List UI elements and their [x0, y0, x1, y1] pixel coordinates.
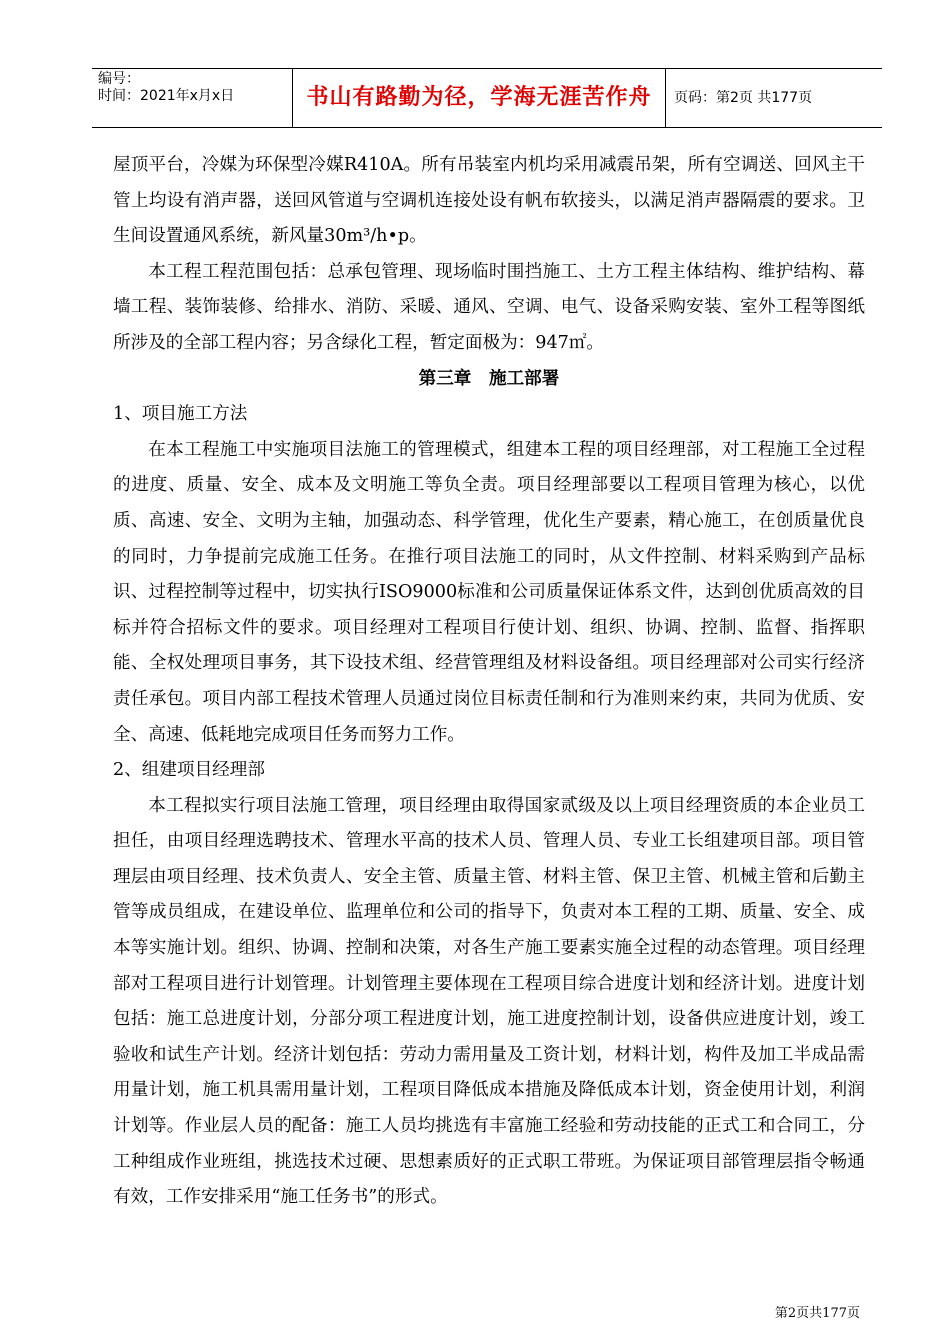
section-heading-project-department: 2、组建项目经理部 — [113, 760, 265, 781]
header-page-number: 页码：第2页 共177页 — [674, 90, 813, 106]
paragraph-construction-method: 在本工程施工中实施项目法施工的管理模式，组建本工程的项目经理部，对工程施工全过程的进度、质量、安全、成本及文明施工等负全责。项目经理部要以工程项目管理为核心，以优质、高速、安全、文明为主轴，加强动态、科学管理，优化生产要素，精心施工，在创质量优良的同时，力争提前完成施工任务。在推行项目法施工的同时，从文件控制、材料采购到产品标识、过程控制等过程中，切实执行ISO9000标准和公司质量保证体系文件，达到创优质高效的目标并符合招标文件的要求。项目经理对工程项目行使计划、组织、协调、控制、监督、指挥职能、全权处理项目事务，其下设技术组、经营管理组及材料设备组。项目经理部对公司实行经济责任承包。项目内部工程技术管理人员通过岗位目标责任制和行为准则来约束，共同为优质、安全、高速、低耗地完成项目任务而努力工作。 — [113, 439, 865, 745]
document-date: 时间：2021年x月x日 — [98, 88, 235, 104]
page-footer-number: 第2页共177页 — [774, 1306, 860, 1321]
page-header — [92, 68, 882, 128]
header-motto: 书山有路勤为径，学海无涯苦作舟 — [293, 69, 666, 127]
document-body — [113, 148, 865, 1216]
document-number-label: 编号： — [98, 71, 140, 87]
chapter-title: 第三章 施工部署 — [418, 368, 560, 389]
header-meta-cell — [92, 69, 293, 127]
paragraph-project-department: 本工程拟实行项目法施工管理，项目经理由取得国家贰级及以上项目经理资质的本企业员工担任，由项目经理选聘技术、管理水平高的技术人员、管理人员、专业工长组建项目部。项目管理层由项目经理、技术负责人、安全主管、质量主管、材料主管、保卫主管、机械主管和后勤主管等成员组成，在建设单位、监理单位和公司的指导下，负责对本工程的工期、质量、安全、成本等实施计划。组织、协调、控制和决策，对各生产施工要素实施全过程的动态管理。项目经理部对工程项目进行计划管理。计划管理主要体现在工程项目综合进度计划和经济计划。进度计划包括：施工总进度计划，分部分项工程进度计划，施工进度控制计划，设备供应进度计划，竣工验收和试生产计划。经济计划包括：劳动力需用量及工资计划，材料计划，构件及加工半成品需用量计划，施工机具需用量计划，工程项目降低成本措施及降低成本计划，资金使用计划，利润计划等。作业层人员的配备：施工人员均挑选有丰富施工经验和劳动技能的正式工和合同工，分工种组成作业班组，挑选技术过硬、思想素质好的正式职工带班。为保证项目部管理层指令畅通有效，工作安排采用“施工任务书”的形式。 — [113, 795, 865, 1208]
paragraph-project-scope: 本工程工程范围包括：总承包管理、现场临时围挡施工、土方工程主体结构、维护结构、幕墙工程、装饰装修、给排水、消防、采暖、通风、空调、电气、设备采购安装、室外工程等图纸所涉及的全部工程内容；另含绿化工程，暂定面极为：947㎡。 — [113, 261, 865, 353]
paragraph-hvac-continued: 屋顶平台，冷媒为环保型冷媒R410A。所有吊装室内机均采用减震吊架，所有空调送、回风主干管上均设有消声器，送回风管道与空调机连接处设有帆布软接头，以满足消声器隔震的要求。卫生间设置通风系统，新风量30m³/h•p。 — [113, 155, 865, 247]
section-heading-construction-method: 1、项目施工方法 — [113, 404, 248, 425]
